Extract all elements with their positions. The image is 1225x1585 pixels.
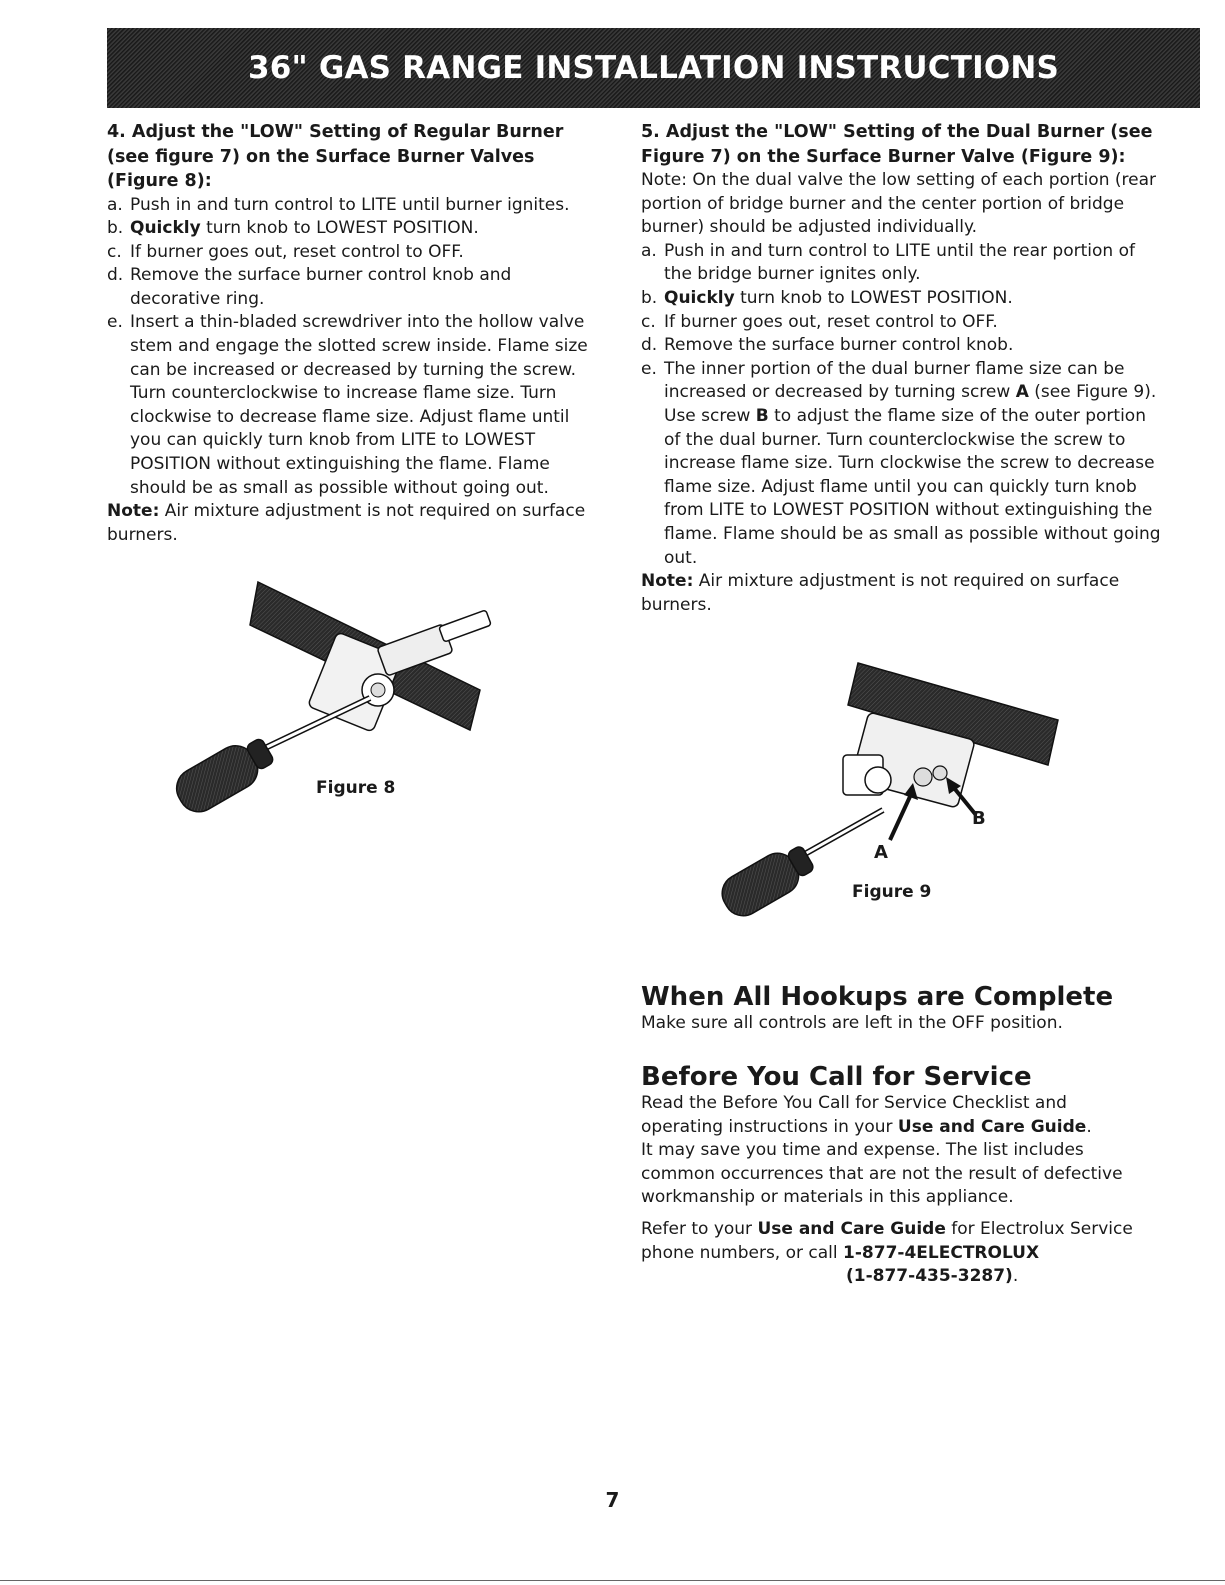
list-text: Insert a thin-bladed screwdriver into the hollow valve stem and engage the slotted screw inside. Flame size can be increased or decreased by turning the screw. Turn counterclockwise to increase flame size. Turn clockwise to decrease flame size. Adjust flame until you can quickly turn knob from LITE to LOWEST POSITION without extinguishing the flame. Flame should be as small as possible without going out.	[130, 312, 588, 498]
service-paragraph-1: Read the Before You Call for Service Checklist and operating instructions in your Use and Care Guide.	[641, 1093, 1092, 1137]
screw-a-icon	[914, 768, 932, 786]
list-text: Push in and turn control to LITE until burner ignites.	[130, 194, 570, 215]
list-marker: d.	[641, 335, 658, 356]
left-column	[107, 120, 602, 547]
list-marker: c.	[107, 241, 122, 262]
list-text: Remove the surface burner control knob.	[664, 335, 1014, 356]
list-marker: a.	[107, 194, 123, 215]
service-paragraph-3: Refer to your Use and Care Guide for Electrolux Service phone numbers, or call 1-877-4ELECTROLUX (1-877-435-3287).	[641, 1218, 1133, 1287]
figure-9-caption: Figure 9	[852, 882, 932, 902]
valve-stem	[865, 767, 891, 793]
list-marker: d.	[107, 265, 124, 286]
service-title: Before You Call for Service	[641, 1062, 1032, 1092]
screwdriver-icon	[718, 839, 819, 923]
list-item	[641, 240, 1161, 287]
title-banner	[107, 28, 1200, 108]
list-marker: e.	[107, 312, 123, 333]
figure-8-caption: Figure 8	[316, 778, 396, 798]
step-5-heading: 5. Adjust the "LOW" Setting of the Dual Burner (see Figure 7) on the Surface Burner Valve (Figure 9):	[641, 122, 1153, 167]
list-item	[107, 264, 602, 311]
step-4-list	[107, 194, 602, 501]
phone-text: 1-877-4ELECTROLUX	[843, 1242, 1040, 1263]
service-paragraph-2: It may save you time and expense. The list includes common occurrences that are not the result of defective workmanship or materials in this appliance.	[641, 1140, 1123, 1208]
list-item	[641, 334, 1161, 358]
step-4-note: Note: Air mixture adjustment is not required on surface burners.	[107, 501, 586, 545]
list-item	[107, 217, 602, 241]
hookups-title: When All Hookups are Complete	[641, 982, 1114, 1012]
list-item	[641, 358, 1161, 570]
valve-nozzle	[439, 610, 491, 642]
list-item	[641, 311, 1161, 335]
label-a: A	[874, 842, 888, 863]
hookups-text: Make sure all controls are left in the OFF position.	[641, 1013, 1063, 1033]
phone-number: (1-877-435-3287)	[846, 1266, 1013, 1287]
list-text: If burner goes out, reset control to OFF.	[664, 311, 998, 332]
step-5-list	[641, 240, 1161, 570]
screwdriver-icon	[170, 730, 279, 819]
slotted-screw-icon	[371, 683, 385, 697]
step-4-heading: 4. Adjust the "LOW" Setting of Regular Burner (see figure 7) on the Surface Burner Valves (Figure 8):	[107, 122, 564, 191]
list-item	[641, 287, 1161, 311]
list-item	[107, 311, 602, 500]
list-text: The inner portion of the dual burner flame size can be increased or decreased by turning screw A (see Figure 9). Use screw B to adjust the flame size of the outer portion of the dual burner. Turn counterclockwise the screw to increase flame size. Turn clockwise the screw to decrease flame size. Adjust flame until you can quickly turn knob from LITE to LOWEST POSITION without extinguishing the flame. Flame should be as small as possible without going out.	[664, 358, 1161, 568]
list-marker: b.	[107, 218, 124, 239]
list-text: Push in and turn control to LITE until the rear portion of the bridge burner ignites only.	[664, 240, 1135, 285]
list-text: Quickly turn knob to LOWEST POSITION.	[130, 218, 479, 239]
list-marker: c.	[641, 311, 656, 332]
hookups-section	[641, 982, 1161, 1036]
screw-b-icon	[933, 766, 947, 780]
step-5-note: Note: Air mixture adjustment is not required on surface burners.	[641, 571, 1120, 615]
list-item	[107, 241, 602, 265]
service-section	[641, 1062, 1141, 1289]
list-item	[107, 194, 602, 218]
step-5-intro: Note: On the dual valve the low setting of each portion (rear portion of bridge burner and the center portion of bridge burner) should be adjusted individually.	[641, 170, 1156, 238]
footer-divider	[0, 1580, 1225, 1581]
arrow-a-icon	[890, 790, 913, 840]
list-text: Quickly turn knob to LOWEST POSITION.	[664, 287, 1013, 308]
list-marker: b.	[641, 287, 658, 308]
list-text: Remove the surface burner control knob and decorative ring.	[130, 265, 512, 309]
page-title: 36" GAS RANGE INSTALLATION INSTRUCTIONS	[247, 50, 1060, 86]
page-number: 7	[605, 1488, 620, 1512]
list-marker: e.	[641, 358, 657, 379]
label-b: B	[972, 808, 986, 829]
list-marker: a.	[641, 240, 657, 261]
right-column	[641, 120, 1161, 617]
list-text: If burner goes out, reset control to OFF.	[130, 241, 464, 262]
